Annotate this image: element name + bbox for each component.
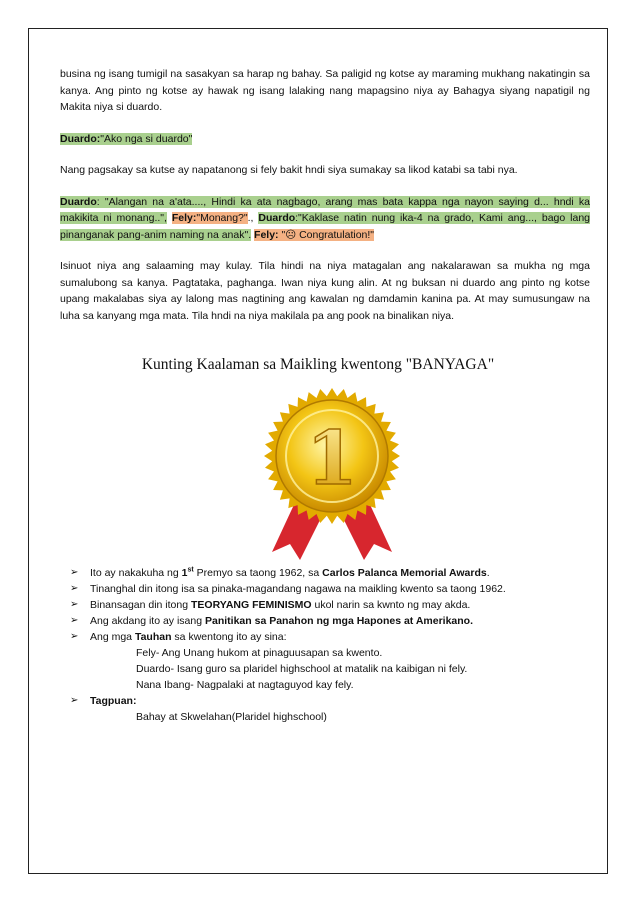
ordinal-number: 1 bbox=[181, 567, 188, 579]
arrow-bullet-icon: ➢ bbox=[70, 583, 79, 594]
paragraph-1: busina ng isang tumigil na sasakyan sa harap ng bahay. Sa paligid ng kotse ay maraming mukhang nakatingin sa kanya. Ang pinto ng kotse ay hawak ng isang lalaking nang mapagsino niya ay Bahagya siyang napatigil ng Makita niya si duardo. bbox=[60, 68, 590, 113]
arrow-bullet-icon: ➢ bbox=[70, 599, 79, 610]
list-item bbox=[70, 597, 600, 613]
arrow-bullet-icon: ➢ bbox=[70, 567, 79, 578]
literature-period: Panitikan sa Panahon ng mga Hapones at Amerikano. bbox=[205, 615, 474, 627]
item-text: ukol narin sa kwnto ng may akda. bbox=[311, 599, 471, 611]
separator: ., bbox=[247, 212, 254, 224]
info-list bbox=[70, 565, 600, 725]
item-text: Tinanghal din itong isa sa pinaka-magandang nagawa na maikling kwento sa taong 1962. bbox=[90, 583, 506, 595]
character-fely: Fely- Ang Unang hukom at pinaguusapan sa kwento. bbox=[136, 647, 383, 659]
item-text: Binansagan din itong bbox=[90, 599, 191, 611]
list-item bbox=[70, 629, 600, 645]
dialogue-3: :"Kaklase natin nung ika-4 na grado, Kami ang..., bago lang pinanganak pang-anim naming na anak". bbox=[60, 212, 590, 241]
dialogue-1: : "Alangan na a'ata...., Hindi ka ata nagbago, arang mas bata kappa nga nayon saying d... hndi ka makikita ni monang..", bbox=[60, 195, 590, 224]
ordinal-suffix: st bbox=[187, 566, 194, 574]
tauhan-label: Tauhan bbox=[134, 631, 172, 643]
dialogue-4: "☹ Congratulation!" bbox=[281, 228, 375, 241]
list-item bbox=[70, 581, 600, 597]
dialogue-2: "Monang?" bbox=[196, 212, 248, 224]
character-nana-ibang: Nana Ibang- Nagpalaki at nagtaguyod kay fely. bbox=[136, 679, 354, 691]
list-item bbox=[70, 565, 600, 581]
dialogue-block bbox=[60, 194, 590, 244]
character-duardo: Duardo- Isang guro sa plaridel highschool at matalik na kaibigan ni fely. bbox=[136, 663, 468, 675]
list-item bbox=[70, 613, 600, 629]
item-text: Ito ay nakakuha ng bbox=[90, 567, 182, 579]
dialogue-line-duardo bbox=[60, 131, 590, 148]
item-text: Ang mga bbox=[90, 631, 135, 643]
speaker-1: Duardo bbox=[60, 195, 97, 208]
item-text: . bbox=[486, 567, 490, 579]
speaker-duardo: Duardo: bbox=[60, 132, 101, 145]
gold-medal-icon bbox=[202, 384, 462, 564]
tagpuan-label: Tagpuan: bbox=[90, 695, 137, 707]
speaker-2: Fely: bbox=[171, 212, 197, 224]
paragraph-5: Isinuot niya ang salaaming may kulay. Tila hindi na niya matagalan ang nakalarawan sa mukha ng mga sumalubong sa kanya. Pagtataka, paghanga. Iwan niya kung alin. At ng buksan ni duardo ang pinto ng kotse upang makalabas siya ay lalong mas nagtining ang kawalan ng damdamin kanina pa. At may sumusungaw na luha sa kanyang mga mata. Tila hndi na niya makilala pa ang pook na binalikan niya. bbox=[60, 260, 590, 322]
theory-name: TEORYANG FEMINISMO bbox=[191, 599, 312, 611]
item-text: sa kwentong ito ay sina: bbox=[171, 631, 287, 643]
story-body bbox=[60, 66, 590, 324]
arrow-bullet-icon: ➢ bbox=[70, 695, 79, 706]
section-title: Kunting Kaalaman sa Maikling kwentong "BANYAGA" bbox=[141, 356, 495, 373]
arrow-bullet-icon: ➢ bbox=[70, 631, 79, 642]
setting-text: Bahay at Skwelahan(Plaridel highschool) bbox=[136, 711, 327, 723]
award-name: Carlos Palanca Memorial Awards bbox=[322, 567, 487, 579]
list-item bbox=[70, 693, 600, 709]
medal-number: 1 bbox=[306, 416, 358, 502]
item-text: Ang akdang ito ay isang bbox=[90, 615, 205, 627]
paragraph-3: Nang pagsakay sa kutse ay napatanong si fely bakit hndi siya sumakay sa likod katabi sa tabi nya. bbox=[60, 164, 518, 176]
dialogue-text: "Ako nga si duardo" bbox=[100, 132, 193, 145]
speaker-3: Duardo bbox=[258, 212, 296, 224]
arrow-bullet-icon: ➢ bbox=[70, 615, 79, 626]
speaker-4: Fely: bbox=[254, 228, 279, 241]
item-text: Premyo sa taong 1962, sa bbox=[193, 567, 323, 579]
